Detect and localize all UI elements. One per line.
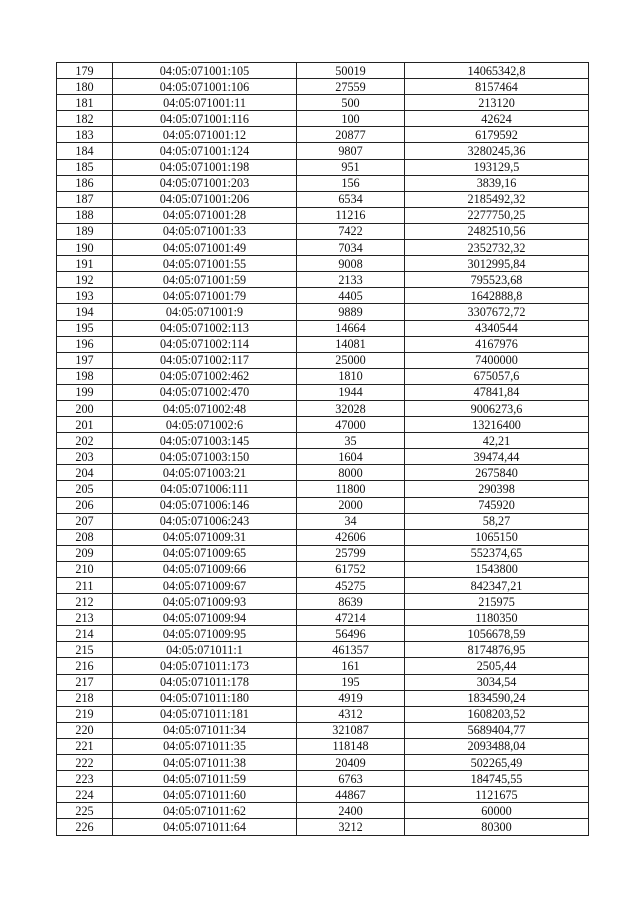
- table-row: [57, 610, 589, 626]
- table-row: [57, 803, 589, 819]
- cost-value: 6179592: [405, 127, 589, 143]
- row-number: 208: [57, 529, 113, 545]
- cadastral-number: 04:05:071001:105: [113, 63, 297, 79]
- table-row: [57, 561, 589, 577]
- table-row: [57, 159, 589, 175]
- row-number: 184: [57, 143, 113, 159]
- row-number: 199: [57, 384, 113, 400]
- row-number: 218: [57, 690, 113, 706]
- table-row: [57, 288, 589, 304]
- table-row: [57, 175, 589, 191]
- cost-value: 1056678,59: [405, 626, 589, 642]
- cost-value: 60000: [405, 803, 589, 819]
- cost-value: 2185492,32: [405, 191, 589, 207]
- cost-value: 2505,44: [405, 658, 589, 674]
- cost-value: 795523,68: [405, 272, 589, 288]
- table-row: [57, 63, 589, 79]
- row-number: 198: [57, 368, 113, 384]
- area-value: 44867: [297, 787, 405, 803]
- cost-value: 842347,21: [405, 578, 589, 594]
- row-number: 223: [57, 771, 113, 787]
- row-number: 204: [57, 465, 113, 481]
- table-row: [57, 819, 589, 835]
- table-row: [57, 304, 589, 320]
- cost-value: 1180350: [405, 610, 589, 626]
- row-number: 203: [57, 449, 113, 465]
- area-value: 195: [297, 674, 405, 690]
- table-row: [57, 336, 589, 352]
- cadastral-number: 04:05:071001:203: [113, 175, 297, 191]
- table-row: [57, 223, 589, 239]
- area-value: 951: [297, 159, 405, 175]
- area-value: 35: [297, 433, 405, 449]
- cost-value: 3839,16: [405, 175, 589, 191]
- cost-value: 215975: [405, 594, 589, 610]
- area-value: 461357: [297, 642, 405, 658]
- area-value: 34: [297, 513, 405, 529]
- row-number: 221: [57, 738, 113, 754]
- area-value: 11216: [297, 207, 405, 223]
- area-value: 1604: [297, 449, 405, 465]
- area-value: 50019: [297, 63, 405, 79]
- cost-value: 193129,5: [405, 159, 589, 175]
- table-row: [57, 465, 589, 481]
- area-value: 2133: [297, 272, 405, 288]
- row-number: 201: [57, 417, 113, 433]
- row-number: 197: [57, 352, 113, 368]
- table-row: [57, 497, 589, 513]
- table-row: [57, 674, 589, 690]
- cadastral-number: 04:05:071011:62: [113, 803, 297, 819]
- row-number: 187: [57, 191, 113, 207]
- area-value: 8000: [297, 465, 405, 481]
- area-value: 321087: [297, 722, 405, 738]
- table-row: [57, 738, 589, 754]
- table-row: [57, 787, 589, 803]
- cost-value: 1543800: [405, 561, 589, 577]
- cost-value: 1065150: [405, 529, 589, 545]
- cost-value: 1642888,8: [405, 288, 589, 304]
- cadastral-number: 04:05:071011:178: [113, 674, 297, 690]
- cadastral-number: 04:05:071011:59: [113, 771, 297, 787]
- table-row: [57, 594, 589, 610]
- area-value: 25000: [297, 352, 405, 368]
- area-value: 1810: [297, 368, 405, 384]
- area-value: 47214: [297, 610, 405, 626]
- table-row: [57, 626, 589, 642]
- cadastral-number: 04:05:071001:28: [113, 207, 297, 223]
- table-row: [57, 513, 589, 529]
- cadastral-number: 04:05:071001:106: [113, 79, 297, 95]
- table-row: [57, 143, 589, 159]
- cadastral-number: 04:05:071002:48: [113, 400, 297, 416]
- cadastral-number: 04:05:071006:243: [113, 513, 297, 529]
- row-number: 192: [57, 272, 113, 288]
- area-value: 27559: [297, 79, 405, 95]
- area-value: 61752: [297, 561, 405, 577]
- row-number: 188: [57, 207, 113, 223]
- row-number: 182: [57, 111, 113, 127]
- cost-value: 3034,54: [405, 674, 589, 690]
- cost-value: 2352732,32: [405, 240, 589, 256]
- cost-value: 14065342,8: [405, 63, 589, 79]
- row-number: 186: [57, 175, 113, 191]
- area-value: 20409: [297, 755, 405, 771]
- area-value: 7422: [297, 223, 405, 239]
- area-value: 14664: [297, 320, 405, 336]
- row-number: 217: [57, 674, 113, 690]
- row-number: 222: [57, 755, 113, 771]
- table-row: [57, 207, 589, 223]
- cadastral-number: 04:05:071001:49: [113, 240, 297, 256]
- cadastral-number: 04:05:071001:33: [113, 223, 297, 239]
- cadastral-number: 04:05:071011:1: [113, 642, 297, 658]
- row-number: 200: [57, 400, 113, 416]
- table-row: [57, 578, 589, 594]
- row-number: 191: [57, 256, 113, 272]
- area-value: 9807: [297, 143, 405, 159]
- cost-value: 1834590,24: [405, 690, 589, 706]
- area-value: 118148: [297, 738, 405, 754]
- table-row: [57, 545, 589, 561]
- cadastral-number: 04:05:071006:146: [113, 497, 297, 513]
- area-value: 2400: [297, 803, 405, 819]
- cost-value: 3307672,72: [405, 304, 589, 320]
- cost-value: 1121675: [405, 787, 589, 803]
- cadastral-number: 04:05:071003:150: [113, 449, 297, 465]
- row-number: 215: [57, 642, 113, 658]
- cost-value: 2093488,04: [405, 738, 589, 754]
- cadastral-number: 04:05:071001:198: [113, 159, 297, 175]
- cost-value: 80300: [405, 819, 589, 835]
- row-number: 202: [57, 433, 113, 449]
- row-number: 212: [57, 594, 113, 610]
- cost-value: 5689404,77: [405, 722, 589, 738]
- area-value: 7034: [297, 240, 405, 256]
- area-value: 1944: [297, 384, 405, 400]
- area-value: 11800: [297, 481, 405, 497]
- cadastral-number: 04:05:071009:31: [113, 529, 297, 545]
- table-row: [57, 191, 589, 207]
- table-row: [57, 722, 589, 738]
- table-body: [57, 63, 589, 836]
- cadastral-number: 04:05:071011:64: [113, 819, 297, 835]
- table-row: [57, 384, 589, 400]
- cost-value: 9006273,6: [405, 400, 589, 416]
- row-number: 219: [57, 706, 113, 722]
- cadastral-number: 04:05:071002:470: [113, 384, 297, 400]
- cadastral-number: 04:05:071001:79: [113, 288, 297, 304]
- row-number: 181: [57, 95, 113, 111]
- cadastral-number: 04:05:071001:124: [113, 143, 297, 159]
- table-row: [57, 111, 589, 127]
- cost-value: 4167976: [405, 336, 589, 352]
- row-number: 209: [57, 545, 113, 561]
- cadastral-number: 04:05:071002:114: [113, 336, 297, 352]
- row-number: 206: [57, 497, 113, 513]
- row-number: 220: [57, 722, 113, 738]
- area-value: 4312: [297, 706, 405, 722]
- table-row: [57, 79, 589, 95]
- row-number: 207: [57, 513, 113, 529]
- table-row: [57, 95, 589, 111]
- cost-value: 47841,84: [405, 384, 589, 400]
- row-number: 190: [57, 240, 113, 256]
- row-number: 224: [57, 787, 113, 803]
- row-number: 193: [57, 288, 113, 304]
- table-row: [57, 240, 589, 256]
- cost-value: 4340544: [405, 320, 589, 336]
- area-value: 14081: [297, 336, 405, 352]
- row-number: 225: [57, 803, 113, 819]
- area-value: 8639: [297, 594, 405, 610]
- cadastral-number: 04:05:071011:60: [113, 787, 297, 803]
- area-value: 156: [297, 175, 405, 191]
- area-value: 2000: [297, 497, 405, 513]
- cadastral-table: [56, 62, 589, 836]
- table-row: [57, 755, 589, 771]
- cost-value: 1608203,52: [405, 706, 589, 722]
- table-row: [57, 690, 589, 706]
- cost-value: 502265,49: [405, 755, 589, 771]
- row-number: 211: [57, 578, 113, 594]
- cadastral-number: 04:05:071011:173: [113, 658, 297, 674]
- cadastral-number: 04:05:071002:462: [113, 368, 297, 384]
- area-value: 45275: [297, 578, 405, 594]
- cost-value: 675057,6: [405, 368, 589, 384]
- area-value: 9889: [297, 304, 405, 320]
- area-value: 9008: [297, 256, 405, 272]
- cadastral-number: 04:05:071001:12: [113, 127, 297, 143]
- cost-value: 552374,65: [405, 545, 589, 561]
- cadastral-number: 04:05:071006:111: [113, 481, 297, 497]
- area-value: 6763: [297, 771, 405, 787]
- area-value: 47000: [297, 417, 405, 433]
- table-row: [57, 658, 589, 674]
- cadastral-number: 04:05:071001:206: [113, 191, 297, 207]
- table-row: [57, 417, 589, 433]
- cadastral-number: 04:05:071009:65: [113, 545, 297, 561]
- row-number: 185: [57, 159, 113, 175]
- row-number: 194: [57, 304, 113, 320]
- cost-value: 42,21: [405, 433, 589, 449]
- area-value: 3212: [297, 819, 405, 835]
- table-row: [57, 481, 589, 497]
- cadastral-number: 04:05:071009:67: [113, 578, 297, 594]
- cost-value: 2277750,25: [405, 207, 589, 223]
- row-number: 180: [57, 79, 113, 95]
- table-row: [57, 400, 589, 416]
- row-number: 205: [57, 481, 113, 497]
- area-value: 500: [297, 95, 405, 111]
- cost-value: 7400000: [405, 352, 589, 368]
- area-value: 20877: [297, 127, 405, 143]
- cadastral-number: 04:05:071002:6: [113, 417, 297, 433]
- cost-value: 39474,44: [405, 449, 589, 465]
- row-number: 195: [57, 320, 113, 336]
- row-number: 179: [57, 63, 113, 79]
- cost-value: 58,27: [405, 513, 589, 529]
- cadastral-number: 04:05:071002:117: [113, 352, 297, 368]
- area-value: 25799: [297, 545, 405, 561]
- area-value: 4919: [297, 690, 405, 706]
- cost-value: 213120: [405, 95, 589, 111]
- row-number: 189: [57, 223, 113, 239]
- cadastral-number: 04:05:071011:38: [113, 755, 297, 771]
- table-row: [57, 529, 589, 545]
- cadastral-number: 04:05:071002:113: [113, 320, 297, 336]
- cadastral-number: 04:05:071001:9: [113, 304, 297, 320]
- table-row: [57, 706, 589, 722]
- area-value: 100: [297, 111, 405, 127]
- area-value: 161: [297, 658, 405, 674]
- table-row: [57, 449, 589, 465]
- table-row: [57, 771, 589, 787]
- area-value: 4405: [297, 288, 405, 304]
- cost-value: 745920: [405, 497, 589, 513]
- cost-value: 2482510,56: [405, 223, 589, 239]
- cadastral-number: 04:05:071011:34: [113, 722, 297, 738]
- table-row: [57, 256, 589, 272]
- cost-value: 290398: [405, 481, 589, 497]
- area-value: 32028: [297, 400, 405, 416]
- cost-value: 3280245,36: [405, 143, 589, 159]
- cadastral-number: 04:05:071001:11: [113, 95, 297, 111]
- cadastral-number: 04:05:071011:35: [113, 738, 297, 754]
- row-number: 213: [57, 610, 113, 626]
- cadastral-number: 04:05:071009:94: [113, 610, 297, 626]
- table-row: [57, 642, 589, 658]
- row-number: 214: [57, 626, 113, 642]
- table-row: [57, 272, 589, 288]
- cadastral-number: 04:05:071009:95: [113, 626, 297, 642]
- cadastral-number: 04:05:071001:55: [113, 256, 297, 272]
- table-row: [57, 127, 589, 143]
- row-number: 210: [57, 561, 113, 577]
- row-number: 183: [57, 127, 113, 143]
- cost-value: 3012995,84: [405, 256, 589, 272]
- cost-value: 13216400: [405, 417, 589, 433]
- cadastral-number: 04:05:071003:145: [113, 433, 297, 449]
- area-value: 42606: [297, 529, 405, 545]
- row-number: 226: [57, 819, 113, 835]
- cadastral-number: 04:05:071011:180: [113, 690, 297, 706]
- row-number: 196: [57, 336, 113, 352]
- cadastral-number: 04:05:071001:59: [113, 272, 297, 288]
- cadastral-number: 04:05:071011:181: [113, 706, 297, 722]
- cost-value: 184745,55: [405, 771, 589, 787]
- table-row: [57, 433, 589, 449]
- cadastral-number: 04:05:071001:116: [113, 111, 297, 127]
- cost-value: 2675840: [405, 465, 589, 481]
- cadastral-number: 04:05:071003:21: [113, 465, 297, 481]
- cadastral-number: 04:05:071009:93: [113, 594, 297, 610]
- cost-value: 42624: [405, 111, 589, 127]
- row-number: 216: [57, 658, 113, 674]
- area-value: 6534: [297, 191, 405, 207]
- table-row: [57, 320, 589, 336]
- cost-value: 8174876,95: [405, 642, 589, 658]
- cadastral-number: 04:05:071009:66: [113, 561, 297, 577]
- table-row: [57, 352, 589, 368]
- table-row: [57, 368, 589, 384]
- cost-value: 8157464: [405, 79, 589, 95]
- area-value: 56496: [297, 626, 405, 642]
